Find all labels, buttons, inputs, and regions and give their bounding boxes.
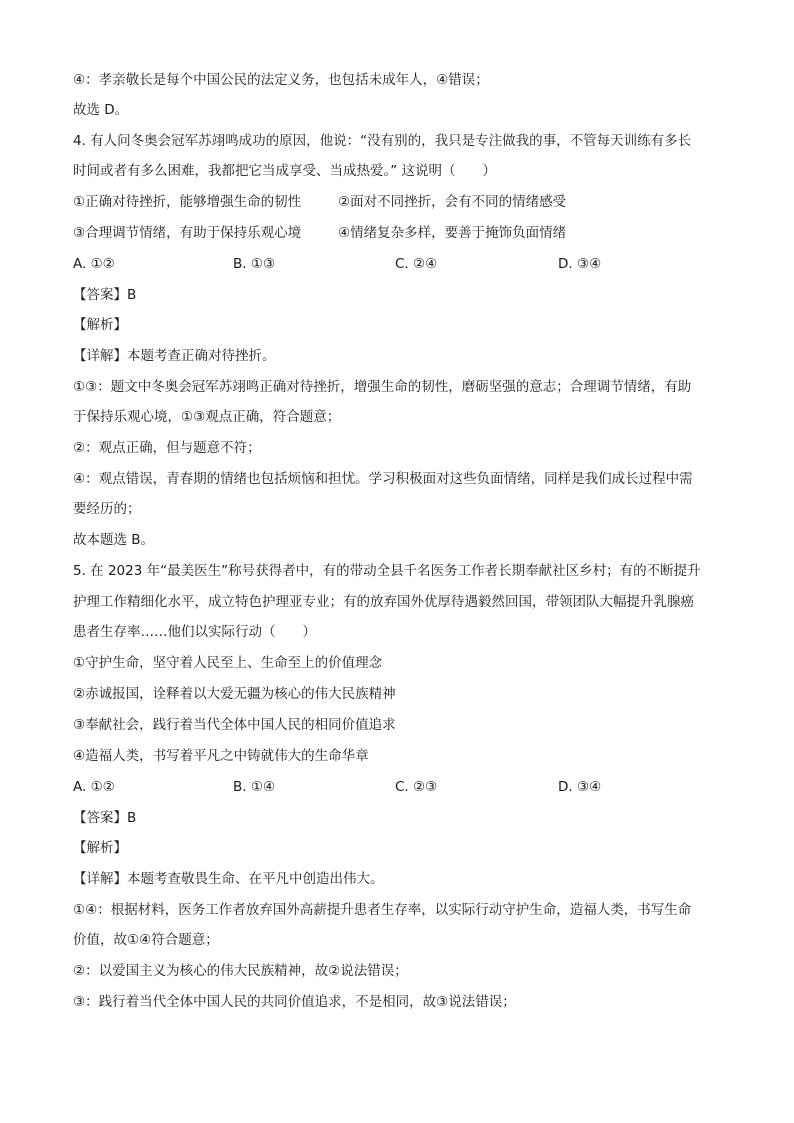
answer-label: 【答案】B	[73, 810, 137, 826]
question-4-option-b: B. ①③	[233, 256, 276, 272]
analysis-label: 【解析】	[73, 317, 127, 333]
question-5-item: ③奉献社会，践行着当代全体中国人民的相同价值追求	[73, 717, 396, 733]
question-4-stem: 时间或者有多么困难，我都把它当成享受、当成热爱。” 这说明（ ）	[73, 163, 497, 179]
explanation-line: 价值，故①④符合题意；	[73, 932, 219, 948]
question-5-item: ①守护生命，坚守着人民至上、生命至上的价值理念	[73, 655, 383, 671]
question-5-stem: 护理工作精细化水平，成立特色护理亚专业；有的放弃国外优厚待遇毅然回国，带领团队大幅提升乳腺癌	[73, 594, 694, 610]
question-5-stem: 5. 在 2023 年“最美医生”称号获得者中，有的带动全县千名医务工作者长期奉献社区乡村；有的不断提升	[73, 563, 701, 579]
question-5-option-a: A. ①②	[73, 779, 115, 795]
question-4-item: ②面对不同挫折，会有不同的情绪感受	[338, 194, 567, 210]
question-4-option-c: C. ②④	[395, 256, 438, 272]
explanation-line: ①③：题文中冬奥会冠军苏翊鸣正确对待挫折，增强生命的韧性，磨砺坚强的意志；合理调节情绪，有助	[73, 379, 692, 395]
text-line: 故选 D。	[73, 102, 129, 118]
analysis-label: 【解析】	[73, 840, 127, 856]
detail-label: 【详解】本题考查正确对待挫折。	[73, 348, 276, 364]
detail-label: 【详解】本题考查敬畏生命、在平凡中创造出伟大。	[73, 871, 384, 887]
question-5-stem: 患者生存率……他们以实际行动（ ）	[73, 624, 316, 640]
question-4-item: ③合理调节情绪，有助于保持乐观心境	[73, 225, 302, 241]
explanation-line: ④：观点错误，青春期的情绪也包括烦恼和担忧。学习积极面对这些负面情绪，同样是我们成长过程中需	[73, 471, 693, 487]
question-5-option-c: C. ②③	[395, 779, 438, 795]
explanation-line: ②：观点正确，但与题意不符；	[73, 440, 261, 456]
question-4-item: ①正确对待挫折，能够增强生命的韧性	[73, 194, 302, 210]
explanation-line: 于保持乐观心境，①③观点正确，符合题意；	[73, 409, 341, 425]
question-5-item: ④造福人类，书写着平凡之中铸就伟大的生命华章	[73, 748, 369, 764]
explanation-line: ②：以爱国主义为核心的伟大民族精神，故②说法错误；	[73, 963, 408, 979]
question-5-option-d: D. ③④	[558, 779, 602, 795]
question-4-option-d: D. ③④	[558, 256, 602, 272]
question-4-option-a: A. ①②	[73, 256, 115, 272]
explanation-line: ③：践行着当代全体中国人民的共同价值追求，不是相同，故③说法错误；	[73, 994, 516, 1010]
explanation-line: ①④：根据材料，医务工作者放弃国外高薪提升患者生存率，以实际行动守护生命，造福人类，书写生命	[73, 902, 692, 918]
question-5-item: ②赤诚报国，诠释着以大爱无疆为核心的伟大民族精神	[73, 686, 396, 702]
question-5-option-b: B. ①④	[233, 779, 276, 795]
answer-label: 【答案】B	[73, 287, 137, 303]
text-line: ④：孝亲敬长是每个中国公民的法定义务，也包括未成年人，④错误；	[73, 72, 489, 88]
question-4-stem: 4. 有人问冬奥会冠军苏翊鸣成功的原因，他说：“没有别的，我只是专注做我的事，不管每天训练有多长	[73, 133, 692, 149]
conclusion-line: 故本题选 B。	[73, 532, 155, 548]
question-4-item: ④情绪复杂多样，要善于掩饰负面情绪	[338, 225, 567, 241]
explanation-line: 要经历的；	[73, 501, 141, 517]
